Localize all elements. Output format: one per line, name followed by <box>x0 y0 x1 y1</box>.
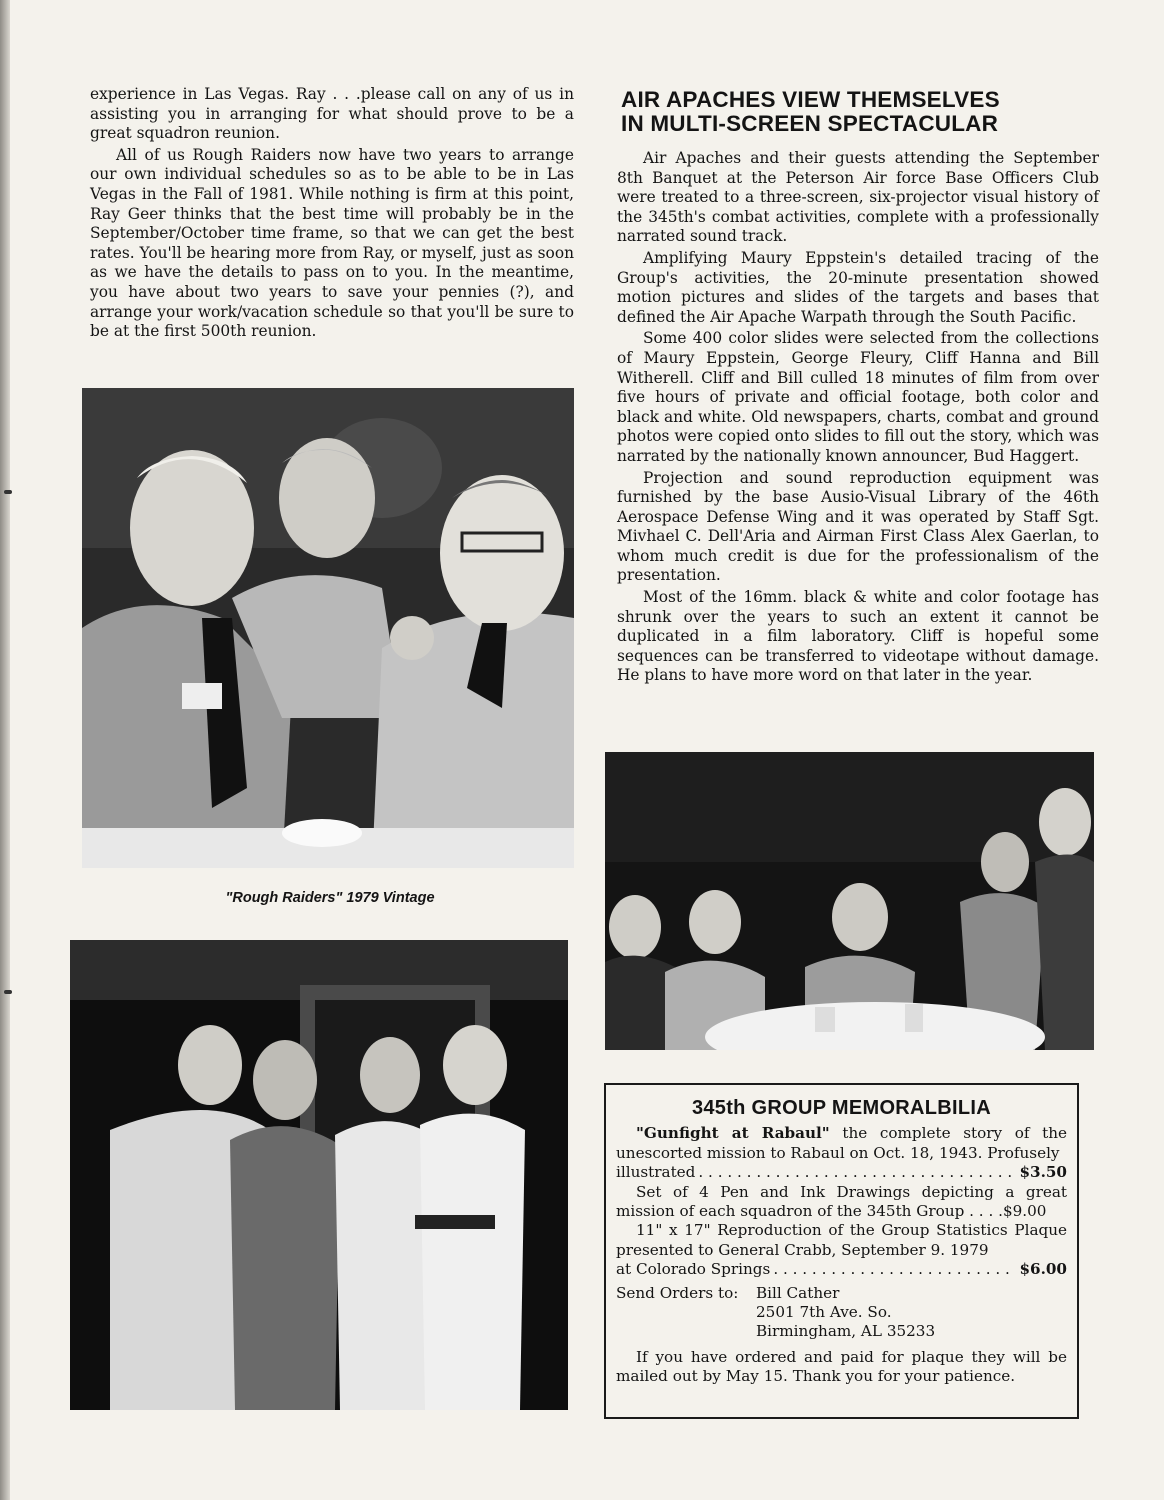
article-headline <box>621 88 1041 136</box>
price-line <box>616 1260 1067 1279</box>
paragraph: Air Apaches and their guests attending the September 8th Banquet at the Peterson Air force Base Officers Club were treated to a three-screen, six-projector visual history of the 345th's combat activities, complete with a professionally narrated sound track. <box>617 149 1099 246</box>
paragraph: Some 400 color slides were selected from the collections of Maury Eppstein, George Fleury, Cliff Hanna and Bill Witherell. Cliff and Bill culled 18 minutes of film from over five hours of private and official footage, both color and black and white. Old newspapers, charts, combat and ground photos were copied onto slides to fill out the story, which was narrated by the nationally known announcer, Bud Haggert. <box>617 329 1099 465</box>
photo-banquet-table <box>605 752 1094 1050</box>
paragraph: Amplifying Maury Eppstein's detailed tracing of the Group's activities, the 20-minute presentation showed motion pictures and slides of the targets and bases that defined the Air Apache Warpath through the South Pacific. <box>617 248 1099 326</box>
orders-label: Send Orders to: <box>616 1283 739 1302</box>
item-price: $6.00 <box>1019 1260 1067 1279</box>
orders-name: Bill Cather <box>756 1283 840 1302</box>
memorabilia-item-drawings: Set of 4 Pen and Ink Drawings depicting a great mission of each squadron of the 345th Group . . . .$9.00 <box>616 1182 1067 1221</box>
item-price: $9.00 <box>1002 1202 1047 1221</box>
photo-group-standing <box>70 940 568 1410</box>
item-description: 11" x 17" Reproduction of the Group Statistics Plaque presented to General Crabb, September 9. 1979 <box>616 1221 1067 1259</box>
left-column-text <box>90 85 574 342</box>
item-description: Set of 4 Pen and Ink Drawings depicting a great mission of each squadron of the 345th Group <box>616 1182 1067 1221</box>
memorabilia-item-book <box>616 1124 1067 1163</box>
item-price: $3.50 <box>1019 1163 1067 1182</box>
photo-caption: "Rough Raiders" 1979 Vintage <box>225 890 435 906</box>
order-address <box>616 1284 1067 1342</box>
dot-leader <box>773 1260 1016 1279</box>
orders-street: 2501 7th Ave. So. <box>756 1303 892 1322</box>
headline-line: IN MULTI-SCREEN SPECTACULAR <box>621 111 999 136</box>
headline-line: AIR APACHES VIEW THEMSELVES <box>621 87 1000 112</box>
memorabilia-title: 345th GROUP MEMORALBILIA <box>691 1097 992 1119</box>
binding-hole <box>4 490 12 494</box>
memorabilia-box <box>604 1083 1079 1419</box>
book-title: "Gunfight at Rabaul" <box>636 1124 830 1143</box>
paragraph: experience in Las Vegas. Ray . . .please call on any of us in assisting you in arranging for what should prove to be a great squadron reunion. <box>90 85 574 143</box>
price-line <box>616 1163 1067 1182</box>
binding-hole <box>4 990 12 994</box>
book-description: the complete story of the unescorted mission to Rabaul on Oct. 18, 1943. Profusely <box>616 1124 1067 1162</box>
item-tail: illustrated <box>616 1163 696 1182</box>
orders-city: Birmingham, AL 35233 <box>756 1322 936 1341</box>
paragraph: Most of the 16mm. black & white and color footage has shrunk over the years to such an extent it cannot be duplicated in a film laboratory. Cliff is hopeful some sequences can be transferred to videotape without damage. He plans to have more word on that later in the year. <box>617 588 1099 685</box>
paragraph: Projection and sound reproduction equipment was furnished by the base Ausio-Visual Library of the 46th Aerospace Defense Wing and it was operated by Staff Sgt. Mivhael C. Dell'Aria and Airman First Class Alex Gaerlan, to whom much credit is due for the professionalism of the presentation. <box>617 468 1099 585</box>
dot-leader <box>698 1163 1016 1182</box>
paragraph: All of us Rough Raiders now have two years to arrange our own individual schedules so as to be able to be in Las Vegas in the Fall of 1981. While nothing is firm at this point, Ray Geer thinks that the best time will probably be in the September/October time frame, so that we can get the best rates. You'll be hearing more from Ray, or myself, just as soon as we have the details to pass on to you. In the meantime, you have about two years to save your pennies (?), and arrange your work/vacation schedule so that you'll be sure to be at the first 500th reunion. <box>90 145 574 341</box>
item-tail: at Colorado Springs <box>616 1260 771 1279</box>
article-body <box>617 149 1099 686</box>
photo-rough-raiders <box>82 388 574 868</box>
memorabilia-item-plaque <box>616 1221 1067 1260</box>
page-binding-edge <box>0 0 10 1500</box>
closing-note: If you have ordered and paid for plaque they will be mailed out by May 15. Thank you for your patience. <box>616 1347 1067 1386</box>
